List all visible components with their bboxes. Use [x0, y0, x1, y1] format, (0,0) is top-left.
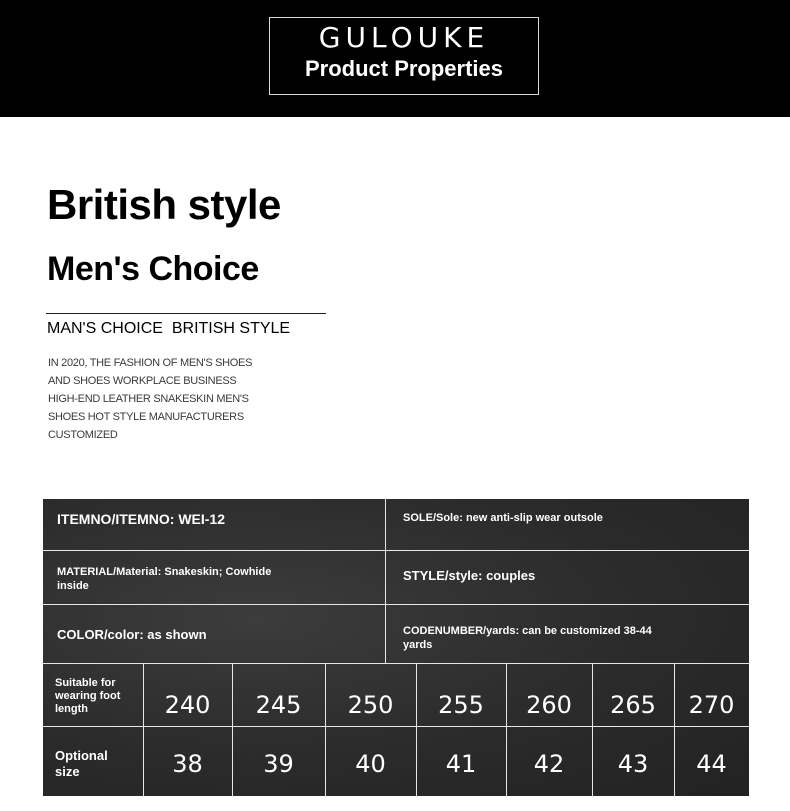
- grid-line: [43, 604, 749, 605]
- foot-length-value: 250: [347, 691, 394, 719]
- grid-line: [43, 663, 749, 664]
- size-value: 43: [617, 750, 649, 778]
- header-title-box: [269, 17, 539, 95]
- spec-code-line: yards: [403, 639, 433, 651]
- description-line: SHOES HOT STYLE MANUFACTURERS: [48, 411, 244, 423]
- grid-line: [43, 726, 749, 727]
- header-subtitle: Product Properties: [304, 56, 504, 81]
- divider: [46, 313, 326, 314]
- header-banner: [0, 0, 790, 117]
- foot-length-value: 240: [164, 691, 211, 719]
- foot-length-value: 260: [526, 691, 572, 719]
- foot-length-label-line: length: [55, 703, 88, 715]
- foot-length-value: 255: [438, 691, 484, 719]
- optional-size-label-line: size: [55, 764, 80, 779]
- spec-color: COLOR/color: as shown: [57, 627, 207, 642]
- spec-material: [57, 565, 271, 593]
- foot-length-label-line: Suitable for: [55, 677, 116, 689]
- foot-length-label: [55, 677, 120, 716]
- optional-size-label-line: Optional: [55, 748, 108, 763]
- size-value: 40: [355, 750, 386, 778]
- spec-material-line: MATERIAL/Material: Snakeskin; Cowhide: [57, 566, 272, 578]
- size-value: 39: [263, 750, 294, 778]
- description-line: IN 2020, THE FASHION OF MEN'S SHOES: [48, 357, 253, 369]
- optional-size-label: [55, 748, 108, 780]
- brand-name: GULOUKE: [318, 21, 490, 54]
- spec-material-line: inside: [57, 580, 89, 592]
- spec-item-no: ITEMNO/ITEMNO: WEI-12: [57, 511, 225, 527]
- intro-subtitle: Men's Choice: [47, 250, 259, 288]
- foot-length-label-line: wearing foot: [55, 690, 121, 702]
- spec-style: STYLE/style: couples: [403, 568, 536, 583]
- tagline: MAN'S CHOICE BRITISH STYLE: [47, 320, 291, 337]
- intro-title: British style: [47, 181, 281, 228]
- size-value: 42: [533, 750, 565, 778]
- description-line: AND SHOES WORKPLACE BUSINESS: [48, 375, 237, 387]
- foot-length-value: 270: [688, 691, 735, 719]
- size-value: 38: [172, 750, 203, 778]
- description: [48, 354, 278, 444]
- spec-sole: SOLE/Sole: new anti-slip wear outsole: [403, 512, 603, 524]
- size-value: 41: [445, 750, 477, 778]
- spec-code: [403, 624, 652, 652]
- grid-line: [43, 550, 749, 551]
- foot-length-value: 245: [255, 691, 302, 719]
- spec-code-line: CODENUMBER/yards: can be customized 38-44: [403, 625, 652, 637]
- foot-length-value: 265: [610, 691, 656, 719]
- description-line: CUSTOMIZED: [48, 429, 118, 441]
- spec-panel: [43, 499, 749, 796]
- grid-line: [385, 499, 386, 663]
- description-line: HIGH-END LEATHER SNAKESKIN MEN'S: [48, 393, 249, 405]
- size-value: 44: [696, 750, 727, 778]
